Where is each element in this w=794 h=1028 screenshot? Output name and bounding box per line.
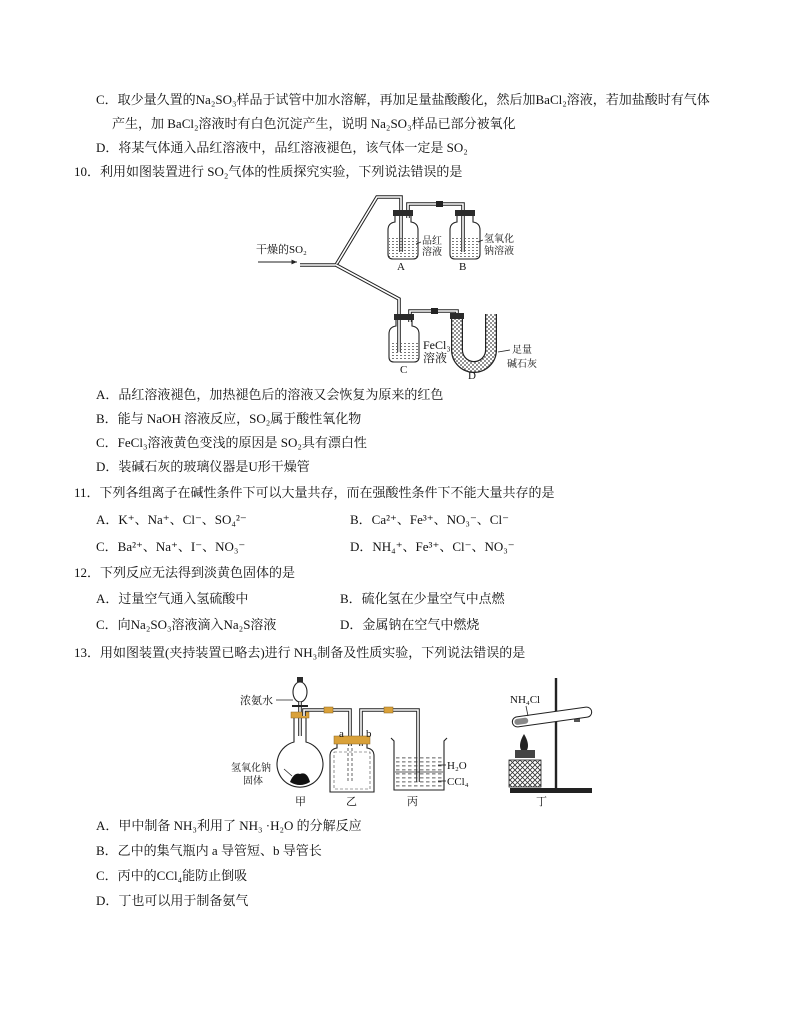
q12-stem: 12．下列反应无法得到淡黄色固体的是 bbox=[74, 565, 296, 580]
q13-option-a: A．甲中制备 NH₃利用了 NH₃ ·H₂O 的分解反应 bbox=[96, 818, 362, 833]
q13-option-c: C．丙中的CCl₄能防止倒吸 bbox=[96, 868, 248, 883]
nh4cl-label: NH₄Cl bbox=[510, 694, 541, 706]
bottle-b-solution-line2: 钠溶液 bbox=[484, 246, 514, 257]
test-tube bbox=[512, 706, 593, 727]
q12-option-b: B．硫化氢在少量空气中点燃 bbox=[340, 591, 505, 606]
q10-figure-so2-apparatus bbox=[250, 186, 560, 382]
label-ding: 丁 bbox=[536, 796, 547, 808]
q9-option-d: D．将某气体通入品红溶液中，品红溶液褪色，该气体一定是 SO₂ bbox=[96, 140, 468, 155]
label-jia: 甲 bbox=[295, 796, 306, 808]
q13-option-d: D．丁也可以用于制备氨气 bbox=[96, 893, 249, 908]
bottle-a-solution-line2: 溶液 bbox=[422, 247, 442, 258]
bottle-a-label: A bbox=[397, 261, 405, 273]
tube-a-label: a bbox=[339, 728, 344, 740]
delivery-tubes bbox=[300, 197, 463, 352]
q12-option-a: A．过量空气通入氢硫酸中 bbox=[96, 591, 249, 606]
dry-so2-label: 干燥的SO₂ bbox=[256, 244, 307, 256]
bottle-a bbox=[388, 210, 421, 259]
q9-option-c-line1: C．取少量久置的Na₂SO₃样品于试管中加水溶解，再加足量盐酸酸化，然后加BaCl₂溶液，若加盐酸时有气体 bbox=[96, 92, 710, 107]
q10-option-b: B．能与 NaOH 溶液反应，SO₂属于酸性氧化物 bbox=[96, 411, 362, 426]
u-tube-d-label: D bbox=[468, 370, 476, 382]
upper-layer-label: H₂O bbox=[447, 760, 467, 772]
q12-option-c: C．向Na₂SO₃溶液滴入Na₂S溶液 bbox=[96, 617, 277, 632]
bottle-b bbox=[450, 210, 483, 259]
q11-option-d: D．NH₄⁺、Fe³⁺、Cl⁻、NO₃⁻ bbox=[350, 539, 515, 554]
naoh-solid-line2: 固体 bbox=[243, 776, 263, 787]
q13-stem: 13．用如图装置(夹持装置已略去)进行 NH₃制备及性质实验，下列说法错误的是 bbox=[74, 645, 526, 660]
conc-ammonia-label: 浓氨水 bbox=[240, 695, 273, 707]
bottle-a-solution-line1: 品红 bbox=[422, 236, 442, 247]
soda-lime-line1: 足量 bbox=[512, 345, 532, 356]
q11-option-c: C．Ba²⁺、Na⁺、I⁻、NO₃⁻ bbox=[96, 539, 246, 554]
label-yi: 乙 bbox=[346, 796, 357, 808]
bottle-c-solution-line1: FeCl₃ bbox=[423, 338, 451, 352]
q9-option-c-line2: 产生，加 BaCl₂溶液时有白色沉淀产生，说明 Na₂SO₃样品已部分被氧化 bbox=[112, 116, 516, 131]
q10-option-d: D．装碱石灰的玻璃仪器是U形干燥管 bbox=[96, 459, 310, 474]
q11-option-b: B．Ca²⁺、Fe³⁺、NO₃⁻、Cl⁻ bbox=[350, 512, 509, 527]
lower-layer-label: CCl₄ bbox=[447, 776, 469, 788]
naoh-solid-line1: 氢氧化钠 bbox=[231, 763, 271, 774]
bottle-b-solution-line1: 氢氧化 bbox=[484, 234, 514, 245]
alcohol-lamp bbox=[509, 734, 541, 787]
q11-stem: 11．下列各组离子在碱性条件下可以大量共存，而在强酸性条件下不能大量共存的是 bbox=[74, 485, 555, 500]
label-bing: 丙 bbox=[407, 796, 418, 808]
q10-stem: 10．利用如图装置进行 SO₂气体的性质探究实验，下列说法错误的是 bbox=[74, 164, 463, 179]
bottle-c-label: C bbox=[400, 364, 408, 376]
bottle-c bbox=[389, 314, 419, 362]
q10-option-a: A．品红溶液褪色，加热褪色后的溶液又会恢复为原来的红色 bbox=[96, 387, 444, 402]
q12-option-d: D．金属钠在空气中燃烧 bbox=[340, 617, 480, 632]
u-tube-d bbox=[450, 313, 510, 367]
q10-option-c: C．FeCl₃溶液黄色变浅的原因是 SO₂具有漂白性 bbox=[96, 435, 367, 450]
q11-option-a: A．K⁺、Na⁺、Cl⁻、SO₄²⁻ bbox=[96, 512, 247, 527]
soda-lime-line2: 碱石灰 bbox=[507, 359, 537, 370]
q13-option-b: B．乙中的集气瓶内 a 导管短、b 导管长 bbox=[96, 843, 322, 858]
tube-b-label: b bbox=[366, 728, 372, 740]
bottle-b-label: B bbox=[459, 261, 467, 273]
q13-figure-nh3-apparatus bbox=[225, 668, 595, 810]
bottle-c-solution-line2: 溶液 bbox=[423, 351, 448, 365]
